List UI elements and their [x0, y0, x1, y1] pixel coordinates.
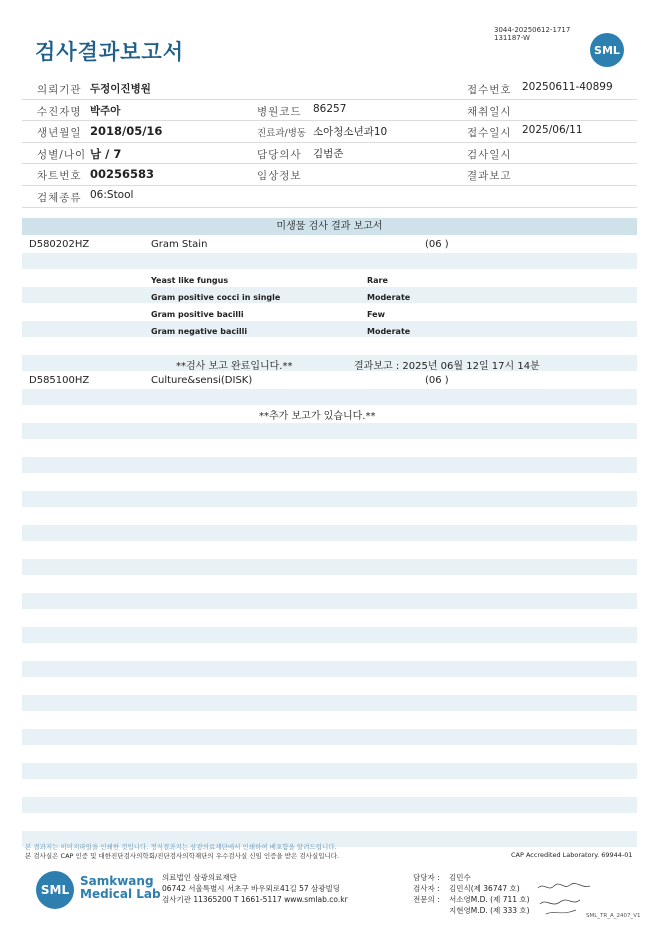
info-row: [22, 100, 637, 122]
receipt-no-value: 20250611-40899: [522, 81, 613, 93]
stripe: [22, 559, 637, 575]
stripe: [22, 763, 637, 779]
info-row: [22, 164, 637, 186]
test-specimen: (06 ): [425, 239, 449, 250]
collect-date-label: 채취일시: [467, 105, 512, 118]
stripe: [22, 491, 637, 507]
cap-accreditation: CAP Accredited Laboratory. 69944-01: [511, 851, 633, 859]
stripe: [22, 457, 637, 473]
stripe: [22, 627, 637, 643]
report-heading: 미생물 검사 결과 보고서: [22, 218, 637, 235]
test-name: Culture&sensi(DISK): [151, 375, 253, 386]
stripe: [22, 423, 637, 439]
sml-logo-icon: SML: [590, 33, 624, 67]
patient-value: 박주아: [90, 104, 121, 117]
finding-organism: Yeast like fungus: [151, 276, 229, 285]
stripe: [22, 525, 637, 541]
footer-note-cap: 본 검사실은 CAP 인증 및 대한진단검사의학회/진단검사의학재단의 우수검사실 신임 인증을 받은 검사실입니다.: [25, 852, 340, 860]
org-info: 의료법인 삼광의료재단 06742 서울특별시 서초구 바우뫼로41길 57 삼광빌딩 검사기관 11365200 T 1661-5117 www.smlab.co.kr: [162, 873, 348, 904]
stripe: [22, 729, 637, 745]
dept-label: 진료과/병동: [257, 128, 307, 140]
stripe: [22, 355, 637, 371]
doctor-label: 담당의사: [257, 148, 302, 161]
patient-label: 수진자명: [37, 105, 82, 118]
doctor-value: 김범준: [313, 147, 344, 160]
chart-no-label: 차트번호: [37, 170, 82, 183]
stripe: [22, 389, 637, 405]
info-row: [22, 78, 637, 100]
hospital-code-label: 병원코드: [257, 105, 302, 118]
birth-value: 2018/05/16: [90, 124, 163, 139]
result-report-label: 결과보고: [467, 170, 512, 183]
report-title: 검사결과보고서: [35, 40, 185, 64]
finding-result: Moderate: [367, 293, 411, 302]
stripe: [22, 287, 637, 303]
info-row: [22, 121, 637, 143]
sex-age-value: 남 / 7: [90, 146, 122, 161]
stripe: [22, 695, 637, 711]
footer-note-print: 본 결과지는 이미지파일을 인쇄한 것입니다. 정식결과지는 삼광의료재단에서 인쇄하여 배포함을 알려드립니다.: [25, 843, 337, 851]
finding-organism: Gram positive cocci in single: [151, 293, 281, 302]
patient-info-table: [22, 78, 637, 208]
info-row: [22, 186, 637, 208]
finding-result: Few: [367, 310, 385, 319]
test-specimen: (06 ): [425, 375, 449, 386]
specimen-value: 06:Stool: [90, 188, 134, 201]
stripe: [22, 661, 637, 677]
form-code: SML_TR_A_2407_V1: [586, 913, 641, 919]
sex-age-label: 성별/나이: [37, 148, 87, 161]
finding-organism: Gram positive bacilli: [151, 310, 244, 319]
stripe: [22, 797, 637, 813]
dept-value: 소아청소년과10: [313, 126, 388, 139]
receipt-date-label: 접수일시: [467, 127, 512, 140]
test-code: D585100HZ: [29, 375, 90, 386]
info-row: [22, 143, 637, 165]
test-name: Gram Stain: [151, 239, 208, 250]
stripe: [22, 593, 637, 609]
hospital-value: 두정이진병원: [90, 83, 151, 95]
stripe: [22, 253, 637, 269]
staff-list: 담당자 : 김민수 검사자 : 김민식(제 36747 호) 전문의 : 서소영M.D. (제 711 호) 지현영M.D. (제 333 호): [413, 873, 530, 915]
receipt-date-value: 2025/06/11: [522, 124, 583, 137]
test-date-label: 검사일시: [467, 148, 512, 161]
brand-name: Samkwang Medical Lab: [80, 874, 161, 901]
finding-organism: Gram negative bacilli: [151, 327, 248, 336]
document-id: 3044-20250612-1717 131187-W: [494, 26, 571, 42]
chart-no-value: 00256583: [90, 167, 155, 182]
receipt-no-label: 접수번호: [467, 84, 512, 96]
specimen-label: 검체종류: [37, 191, 82, 204]
sml-logo-icon: SML: [36, 871, 74, 909]
test-code: D580202HZ: [29, 239, 90, 250]
pending-note: **추가 보고가 있습니다.**: [259, 411, 376, 422]
completion-note: **검사 보고 완료입니다.**: [176, 361, 293, 372]
birth-label: 생년월일: [37, 127, 82, 140]
stripe: [22, 321, 637, 337]
finding-result: Moderate: [367, 327, 411, 336]
report-time: 결과보고 : 2025년 06월 12일 17시 14분: [354, 361, 540, 372]
hospital-label: 의뢰기관: [37, 84, 82, 96]
hospital-code-value: 86257: [313, 102, 347, 115]
finding-result: Rare: [367, 276, 388, 285]
clinical-info-label: 임상정보: [257, 170, 302, 183]
